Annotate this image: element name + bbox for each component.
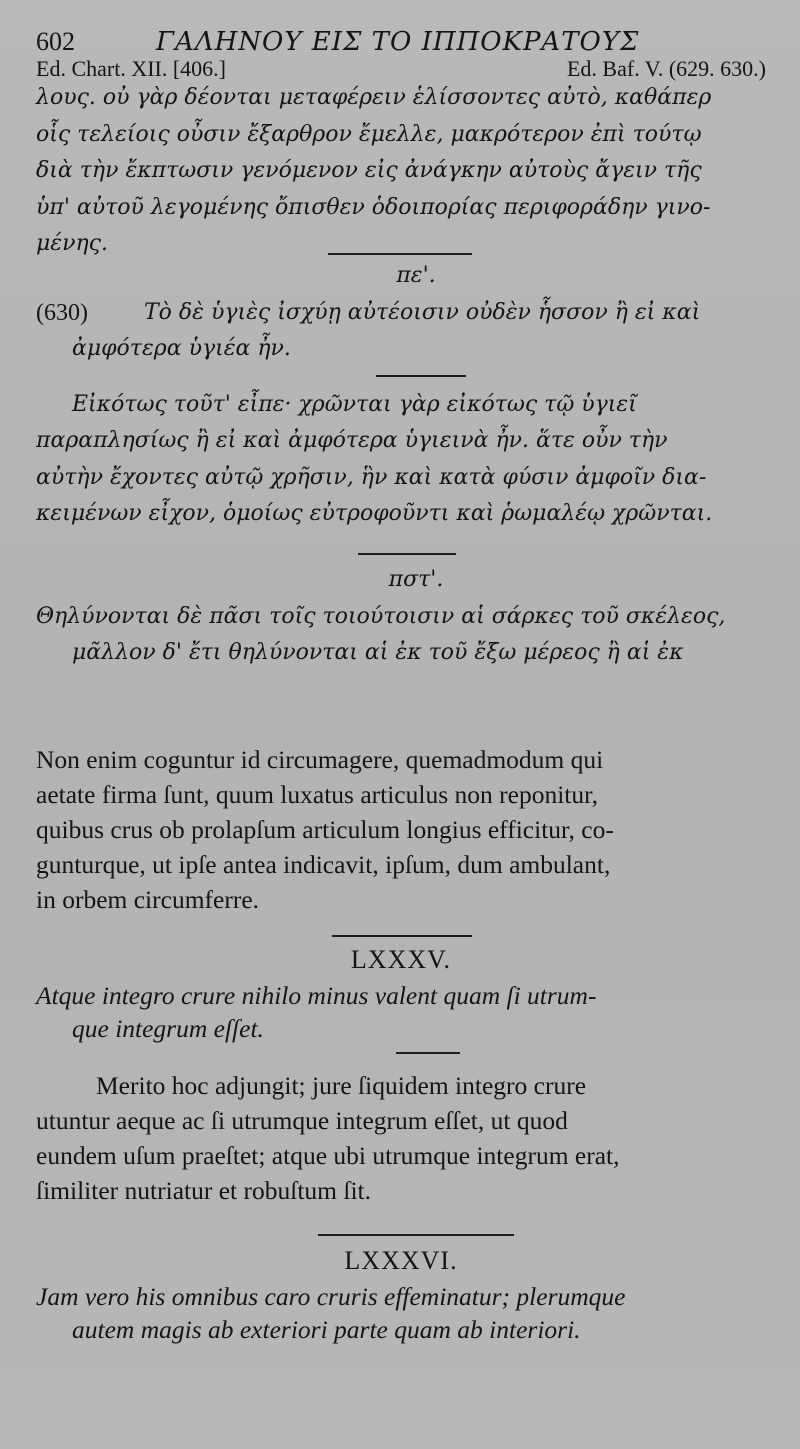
text-line: Τὸ δὲ ὑγιὲς ἰσχύῃ αὐτέοισιν οὐδὲν ἧσσον ἢ εἰ καὶ [144,299,701,325]
text-line: αὐτὴν ἔχοντες αὐτῷ χρῆσιν, ἣν καὶ κατὰ φύσιν ἀμφοῖν δια- [36,464,707,490]
text-line: utuntur aeque ac ſi utrumque integrum eſſet, ut quod [36,1105,568,1135]
latin-commentary-85 [36,1068,766,1208]
text-line: autem magis ab exteriori parte quam ab interiori. [72,1315,581,1344]
text-line: que integrum eſſet. [72,1014,264,1043]
edition-right: Ed. Baf. V. (629. 630.) [566,56,766,81]
text-line: gunturque, ut ipſe antea indicavit, ipſum, dum ambulant, [36,849,611,879]
page-number: 602 [36,27,75,56]
text-line: ſimiliter nutriatur et robuſtum ſit. [36,1175,371,1205]
latin-lemma-86 [36,1280,766,1347]
section-rule [396,1052,460,1054]
text-line: Atque integro crure nihilo minus valent quam ſi utrum- [36,980,597,1010]
text-line: ὑπ' αὐτοῦ λεγομένης ὄπισθεν ὁδοιπορίας περιφοράδην γινο- [36,194,711,220]
text-line: οἷς τελείοις οὖσιν ἔξαρθρον ἔμελλε, μακρότερον ἐπὶ τούτῳ [36,121,702,147]
text-line: παραπλησίως ἢ εἰ καὶ ἀμφότερα ὑγιεινὰ ἦν. ἅτε οὖν τὴν [36,428,668,453]
text-line: κειμένων εἶχον, ὁμοίως εὐτροφοῦντι καὶ ῥωμαλέῳ χρῶνται. [36,501,713,526]
latin-lemma-85 [36,979,766,1046]
text-line: Εἰκότως τοῦτ' εἶπε· χρῶνται γὰρ εἰκότως τῷ ὑγιεῖ [72,391,637,417]
section-rule [376,375,466,377]
text-line: μένης. [36,231,108,256]
text-line: λους. οὐ γὰρ δέονται μεταφέρειν ἑλίσσοντες αὐτὸ, καθάπερ [36,85,712,110]
text-line: in orbem circumferre. [36,884,260,914]
text-line: μᾶλλον δ' ἔτι θηλύνονται αἱ ἐκ τοῦ ἔξω μέρεος ἢ αἱ ἐκ [72,640,684,665]
greek-text-block-1 [36,80,766,263]
latin-section-number-85: LXXXV. [350,944,452,974]
section-rule [328,253,472,255]
running-title: ΓΑΛΗΝΟΥ ΕΙΣ ΤΟ ΙΠΠΟΚΡΑΤΟΥΣ [156,27,640,57]
greek-lemma-85 [36,295,766,331]
text-line: Merito hoc adjungit; jure ſiquidem integro crure [96,1070,587,1100]
greek-section-number-85: πε'. [396,262,436,288]
text-line: διὰ τὴν ἔκπτωσιν γενόμενον εἰς ἀνάγκην αὐτοὺς ἄγειν τῆς [36,158,702,183]
greek-lemma-86 [36,599,766,672]
text-line: Jam vero his omnibus caro cruris effeminatur; plerumque [36,1281,626,1311]
greek-section-number-86: πστ'. [388,566,444,592]
greek-commentary-85 [36,387,766,533]
text-line: quibus crus ob prolapſum articulum longius efficitur, co- [36,814,614,844]
text-line: aetate firma ſunt, quum luxatus articulus non reponitur, [36,779,598,809]
latin-section-number-86: LXXXVI. [344,1245,458,1275]
edition-left: Ed. Chart. XII. [406.] [36,56,227,81]
text-line: eundem uſum praeſtet; atque ubi utrumque integrum erat, [36,1140,620,1170]
bas-edition-marker: (630) [36,299,88,326]
section-rule [358,553,456,555]
text-line: Θηλύνονται δὲ πᾶσι τοῖς τοιούτοισιν αἱ σάρκες τοῦ σκέλεος, [36,603,726,629]
section-rule [332,935,472,937]
latin-text-block-1 [36,742,766,917]
section-rule [318,1234,514,1236]
text-line: ἀμφότερα ὑγιέα ἦν. [72,335,291,361]
text-line: Non enim coguntur id circumagere, quemadmodum qui [36,744,604,774]
